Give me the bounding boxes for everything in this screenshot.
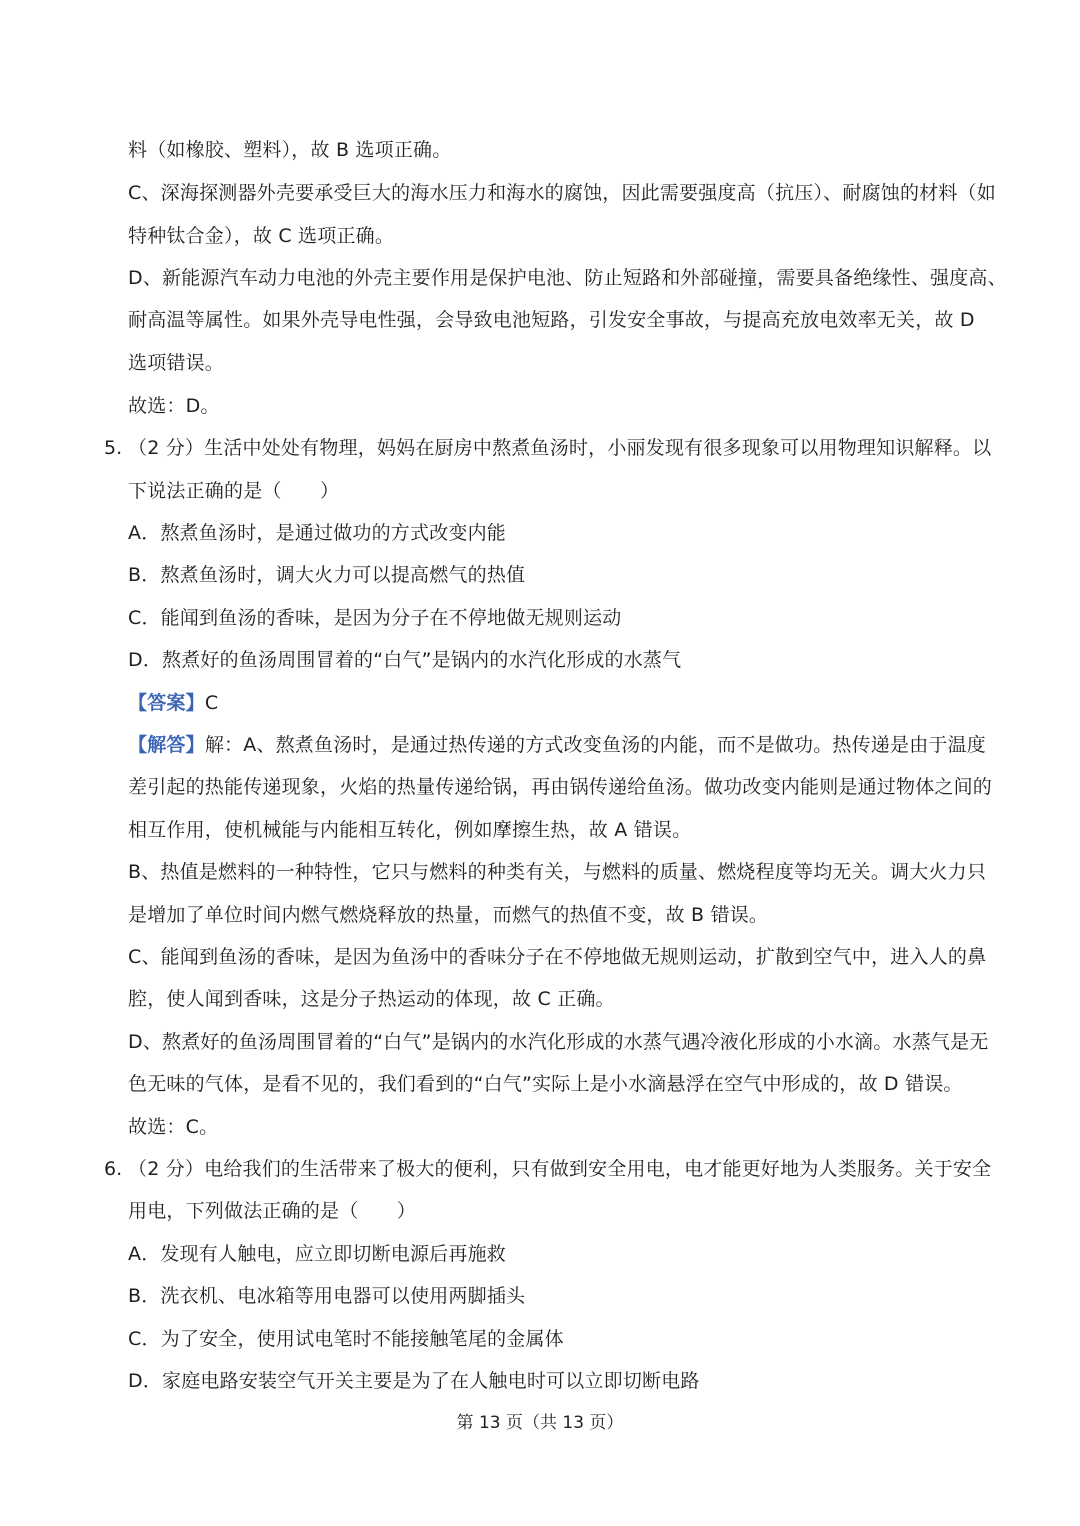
prev-choice-line: 故选：D。: [128, 395, 220, 417]
analysis-text: 解：A、熬煮鱼汤时，是通过热传递的方式改变鱼汤的内能，而不是做功。热传递是由于温度: [204, 734, 987, 756]
question-6-option-b: B．洗衣机、电冰箱等用电器可以使用两脚插头: [128, 1285, 526, 1307]
question-5-option-c: C．能闻到鱼汤的香味，是因为分子在不停地做无规则运动: [128, 607, 622, 629]
analysis-tag: 【解答】: [128, 734, 205, 756]
analysis-line: 色无味的气体，是看不见的，我们看到的“白气”实际上是小水滴悬浮在空气中形成的，故 D 错误。: [128, 1073, 963, 1095]
question-5-answer: [128, 691, 218, 715]
prev-analysis-line: D、新能源汽车动力电池的外壳主要作用是保护电池、防止短路和外部碰撞，需要具备绝缘性、强度高、: [128, 267, 1007, 289]
analysis-line: B、热值是燃料的一种特性，它只与燃料的种类有关，与燃料的质量、燃烧程度等均无关。调大火力只: [128, 861, 987, 883]
question-6-option-c: C．为了安全，使用试电笔时不能接触笔尾的金属体: [128, 1328, 564, 1350]
prev-analysis-line: C、深海探测器外壳要承受巨大的海水压力和海水的腐蚀，因此需要强度高（抗压）、耐腐蚀的材料（如: [128, 182, 996, 204]
question-6-number: 6.: [104, 1158, 123, 1180]
prev-analysis-line: 选项错误。: [128, 352, 225, 374]
question-6-option-d: D．家庭电路安装空气开关主要是为了在人触电时可以立即切断电路: [128, 1370, 700, 1392]
prev-analysis-line: 特种钛合金），故 C 选项正确。: [128, 225, 395, 247]
question-6-stem: 用电，下列做法正确的是（ ）: [128, 1200, 417, 1222]
question-5-number: 5.: [104, 437, 123, 459]
question-5-option-d: D．熬煮好的鱼汤周围冒着的“白气”是锅内的水汽化形成的水蒸气: [128, 649, 682, 671]
answer-tag: 【答案】: [128, 692, 205, 714]
question-5-choice: 故选：C。: [128, 1116, 219, 1138]
prev-analysis-line: 耐高温等属性。如果外壳导电性强，会导致电池短路，引发安全事故，与提高充放电效率无关，故 D: [128, 309, 975, 331]
question-5-option-b: B．熬煮鱼汤时，调大火力可以提高燃气的热值: [128, 564, 526, 586]
analysis-line: 相互作用，使机械能与内能相互转化，例如摩擦生热，故 A 错误。: [128, 819, 692, 841]
prev-analysis-line: 料（如橡胶、塑料），故 B 选项正确。: [128, 139, 452, 161]
question-6-stem: （2 分）电给我们的生活带来了极大的便利，只有做到安全用电，电才能更好地为人类服务。关于安全: [128, 1158, 992, 1180]
question-5-stem: 下说法正确的是（ ）: [128, 480, 340, 502]
question-6-option-a: A．发现有人触电，应立即切断电源后再施救: [128, 1243, 506, 1265]
analysis-line: 腔，使人闻到香味，这是分子热运动的体现，故 C 正确。: [128, 988, 615, 1010]
analysis-line: 是增加了单位时间内燃气燃烧释放的热量，而燃气的热值不变，故 B 错误。: [128, 904, 769, 926]
page-footer: 第 13 页（共 13 页）: [456, 1413, 624, 1433]
question-5-stem: （2 分）生活中处处有物理，妈妈在厨房中熬煮鱼汤时，小丽发现有很多现象可以用物理知识解释。以: [128, 437, 992, 459]
analysis-line: 差引起的热能传递现象，火焰的热量传递给锅，再由锅传递给鱼汤。做功改变内能则是通过物体之间的: [128, 776, 993, 798]
question-5-analysis: [128, 733, 986, 757]
answer-value: C: [204, 692, 219, 714]
analysis-line: D、熬煮好的鱼汤周围冒着的“白气”是锅内的水汽化形成的水蒸气遇冷液化形成的小水滴。水蒸气是无: [128, 1031, 989, 1053]
analysis-line: C、能闻到鱼汤的香味，是因为鱼汤中的香味分子在不停地做无规则运动，扩散到空气中，进入人的鼻: [128, 946, 987, 968]
question-5-option-a: A．熬煮鱼汤时，是通过做功的方式改变内能: [128, 522, 506, 544]
